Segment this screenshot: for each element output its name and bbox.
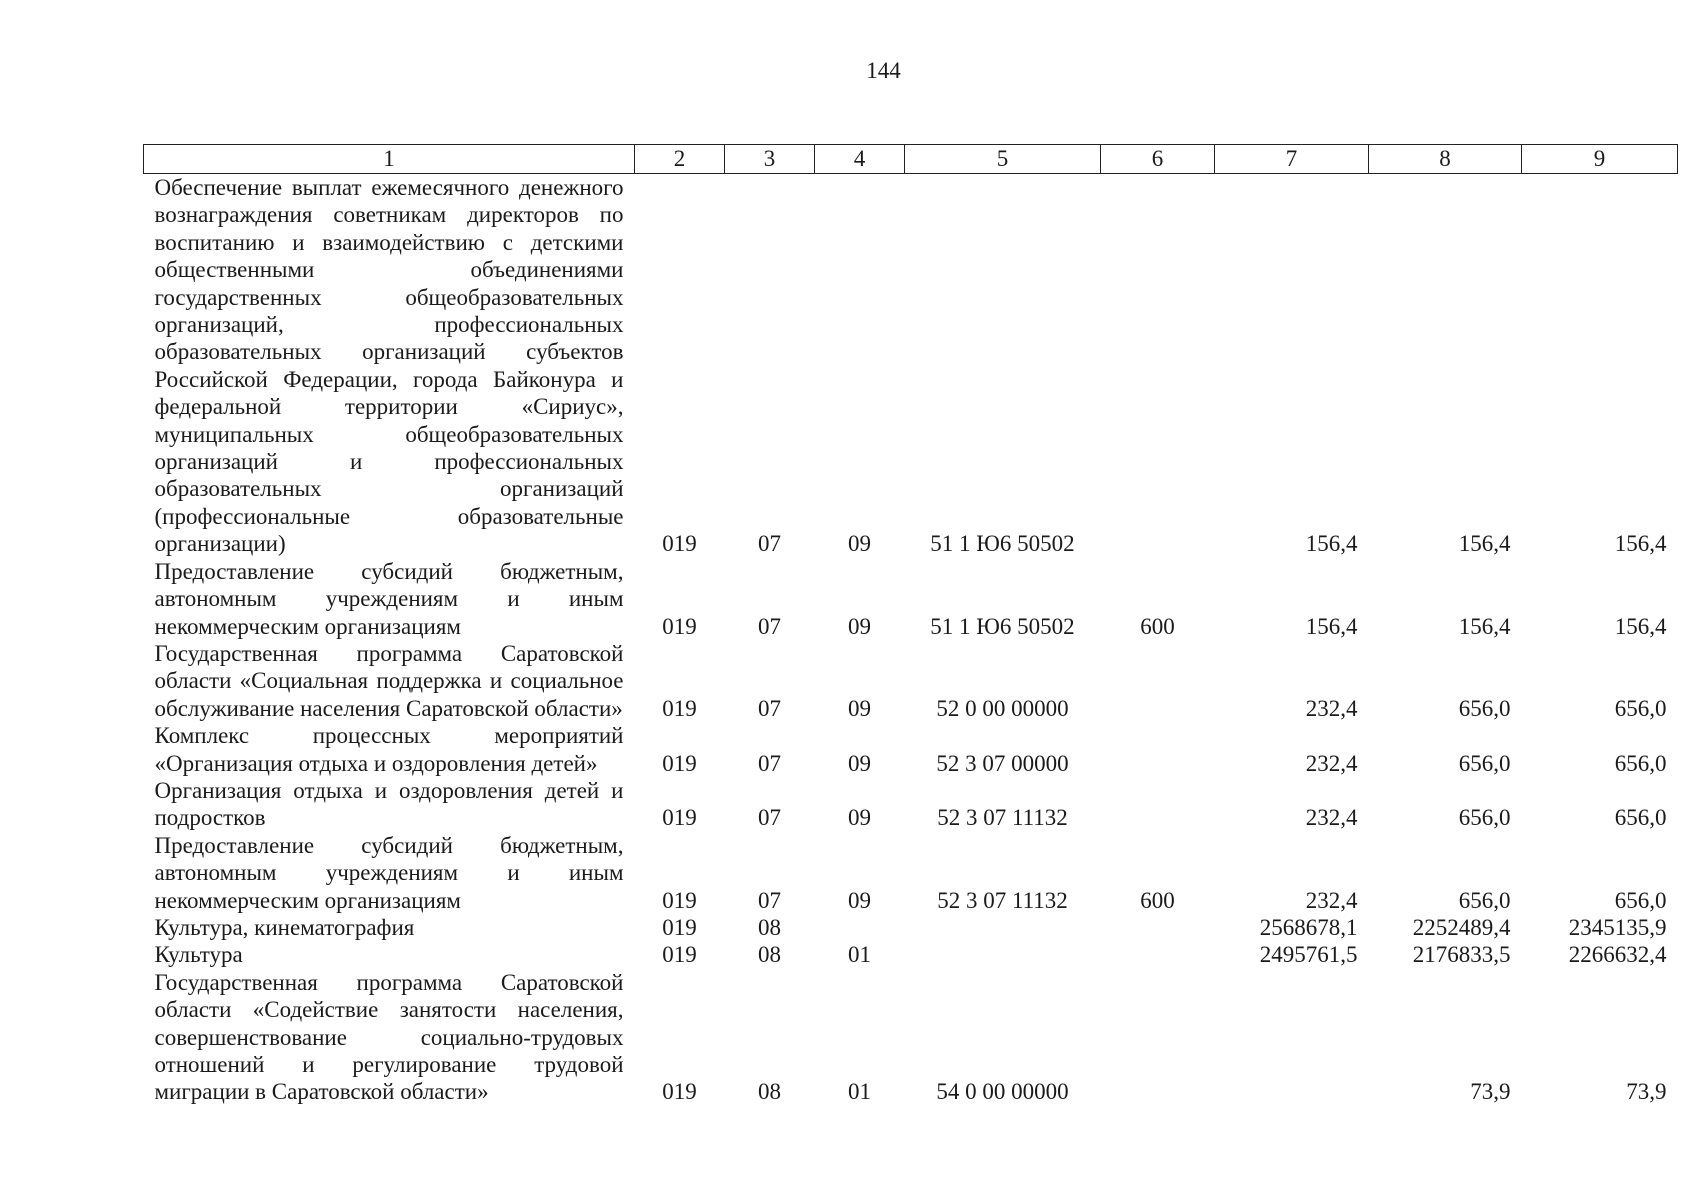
target-article-code: [905, 941, 1101, 968]
column-header: 4: [815, 145, 905, 174]
amount-col-8: 156,4: [1458, 613, 1511, 639]
page-number: 144: [866, 58, 901, 83]
amount-col-8: 2252489,4: [1412, 914, 1511, 940]
amount-col-7: 2568678,1: [1259, 914, 1358, 940]
amount-col-9: 73,9: [1626, 1079, 1667, 1105]
expense-type-code: [1101, 777, 1215, 832]
subsection-code: 09: [848, 805, 871, 831]
column-header: 5: [905, 145, 1101, 174]
table-row: [144, 640, 1678, 722]
target-article-code: 54 0 00 00000: [936, 1079, 1069, 1105]
row-description: Культура: [154, 942, 243, 968]
amount-col-9: 156,4: [1614, 613, 1667, 639]
amount-col-8: 2176833,5: [1412, 942, 1511, 968]
subsection-code: 09: [848, 531, 871, 557]
ministry-code: 019: [662, 613, 697, 639]
budget-table: [143, 144, 1678, 1106]
amount-col-8: 156,4: [1458, 531, 1511, 557]
subsection-code: 09: [848, 613, 871, 639]
subsection-code: 01: [848, 942, 871, 968]
subsection-code: 01: [848, 1079, 871, 1105]
subsection-code: [815, 914, 905, 941]
header-row: [144, 145, 1678, 174]
column-header: 8: [1369, 145, 1522, 174]
expense-type-code: [1101, 722, 1215, 777]
amount-col-9: 2345135,9: [1568, 914, 1667, 940]
table-row: [144, 969, 1678, 1106]
amount-col-8: 73,9: [1470, 1079, 1511, 1105]
table-row: [144, 832, 1678, 914]
ministry-code: 019: [662, 887, 697, 913]
target-article-code: 52 3 07 11132: [937, 887, 1068, 913]
target-article-code: 51 1 Ю6 50502: [930, 613, 1075, 639]
amount-col-9: 156,4: [1614, 531, 1667, 557]
table-row: [144, 914, 1678, 941]
table-row: [144, 941, 1678, 968]
row-description: Государственная программа Саратовской области «Социальная поддержка и социальное обслуживание населения Саратовской области»: [154, 640, 624, 721]
expense-type-code: [1101, 969, 1215, 1106]
target-article-code: 51 1 Ю6 50502: [930, 531, 1075, 557]
amount-col-7: 232,4: [1305, 750, 1358, 776]
amount-col-8: 656,0: [1458, 750, 1511, 776]
amount-col-7: 232,4: [1305, 805, 1358, 831]
amount-col-8: 656,0: [1458, 805, 1511, 831]
amount-col-9: 656,0: [1614, 750, 1667, 776]
table-row: [144, 558, 1678, 640]
amount-col-7: [1215, 969, 1369, 1106]
column-header: 3: [725, 145, 815, 174]
expense-type-code: [1101, 640, 1215, 722]
section-code: 07: [758, 750, 781, 776]
ministry-code: 019: [662, 1079, 697, 1105]
column-header: 6: [1101, 145, 1215, 174]
ministry-code: 019: [662, 750, 697, 776]
target-article-code: 52 3 07 00000: [936, 750, 1069, 776]
table-row: [144, 174, 1678, 558]
amount-col-9: 656,0: [1614, 695, 1667, 721]
ministry-code: 019: [662, 914, 697, 940]
amount-col-7: 232,4: [1305, 887, 1358, 913]
row-description: Обеспечение выплат ежемесячного денежного вознаграждения советникам директоров по воспитанию и взаимодействию с детскими общественными объединениями государственных общеобразовательных организаций, профессиональных образовательных организаций субъектов Российской Федерации, города Байконура и федеральной территории «Сириус», муниципальных общеобразовательных организаций и профессиональных образовательных организаций (профессиональные образовательные организации): [154, 175, 624, 557]
expense-type-code: 600: [1140, 887, 1175, 913]
table-row: [144, 777, 1678, 832]
row-description: Предоставление субсидий бюджетным, автономным учреждениям и иным некоммерческим организациям: [154, 832, 624, 913]
section-code: 08: [758, 942, 781, 968]
column-header: 7: [1215, 145, 1369, 174]
target-article-code: 52 3 07 11132: [937, 805, 1068, 831]
column-header: 9: [1522, 145, 1678, 174]
section-code: 07: [758, 805, 781, 831]
section-code: 07: [758, 531, 781, 557]
row-description: Организация отдыха и оздоровления детей и подростков: [154, 777, 624, 831]
amount-col-9: 2266632,4: [1568, 942, 1667, 968]
amount-col-8: 656,0: [1458, 695, 1511, 721]
amount-col-7: 232,4: [1305, 695, 1358, 721]
expense-type-code: [1101, 914, 1215, 941]
target-article-code: [905, 914, 1101, 941]
target-article-code: 52 0 00 00000: [936, 695, 1069, 721]
row-description: Культура, кинематография: [154, 914, 415, 940]
ministry-code: 019: [662, 942, 697, 968]
amount-col-9: 656,0: [1614, 887, 1667, 913]
column-header: 1: [144, 145, 635, 174]
section-code: 07: [758, 613, 781, 639]
expense-type-code: 600: [1140, 613, 1175, 639]
table-body: [144, 174, 1678, 1106]
section-code: 07: [758, 887, 781, 913]
subsection-code: 09: [848, 695, 871, 721]
ministry-code: 019: [662, 805, 697, 831]
row-description: Комплекс процессных мероприятий «Организация отдыха и оздоровления детей»: [154, 723, 624, 776]
subsection-code: 09: [848, 750, 871, 776]
amount-col-9: 656,0: [1614, 805, 1667, 831]
amount-col-8: 656,0: [1458, 887, 1511, 913]
expense-type-code: [1101, 941, 1215, 968]
section-code: 08: [758, 1079, 781, 1105]
subsection-code: 09: [848, 887, 871, 913]
column-header: 2: [635, 145, 725, 174]
section-code: 07: [758, 695, 781, 721]
expense-type-code: [1101, 174, 1215, 558]
amount-col-7: 2495761,5: [1259, 942, 1358, 968]
amount-col-7: 156,4: [1305, 613, 1358, 639]
table-header: [144, 145, 1678, 174]
table-row: [144, 722, 1678, 777]
ministry-code: 019: [662, 695, 697, 721]
row-description: Государственная программа Саратовской области «Содействие занятости населения, совершенствование социально-трудовых отношений и регулирование трудовой миграции в Саратовской области»: [154, 969, 624, 1105]
ministry-code: 019: [662, 531, 697, 557]
section-code: 08: [758, 914, 781, 940]
amount-col-7: 156,4: [1305, 531, 1358, 557]
row-description: Предоставление субсидий бюджетным, автономным учреждениям и иным некоммерческим организациям: [154, 558, 624, 639]
